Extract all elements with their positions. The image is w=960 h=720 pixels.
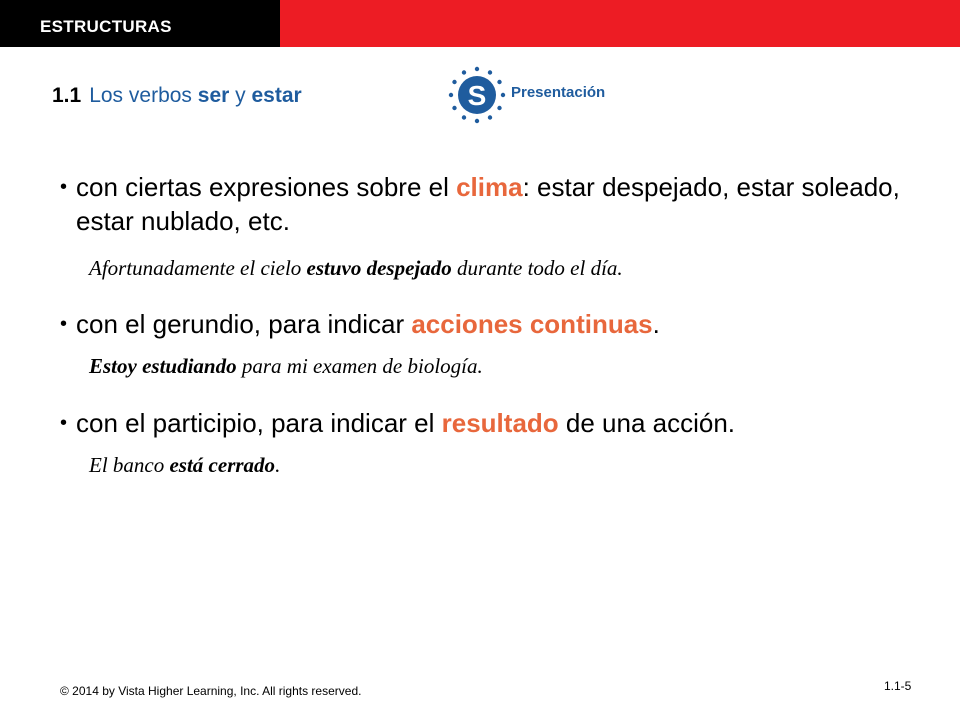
bullet-gerundio [60,307,906,341]
bullet-text [76,170,906,238]
bullet-text-before: con ciertas expresiones sobre el [76,172,457,202]
title-word-estar: estar [251,84,302,107]
example-before: Afortunadamente el cielo [89,256,307,280]
title-word-ser: ser [197,84,230,107]
logo-text: Presentación [511,84,606,101]
bullet-text [76,307,906,341]
section-number: 1.1 [52,84,82,107]
bullet-text-before: con el gerundio, para indicar [76,309,412,339]
bullet-participio [60,406,906,440]
bullet-text-before: con el participio, para indicar el [76,408,442,438]
example-after: . [275,453,281,477]
example-before: El banco [89,453,170,477]
title-prefix: Los verbos [89,84,198,107]
title-text [89,84,301,107]
bullet-highlight: clima [456,172,523,202]
section-label: ESTRUCTURAS [40,17,172,36]
logo-letter: S [467,80,487,111]
bullet-dot-icon: • [60,176,68,198]
page-number: 1.1-5 [884,679,912,693]
top-banner [0,0,960,47]
example-bold: Estoy estudiando [89,354,237,378]
bullet-text-after: : estar despejado, estar soleado, estar nublado, etc. [76,172,900,236]
bullet-dot-icon: • [60,412,68,434]
example-sentence [89,354,483,379]
bullet-highlight: acciones continuas [411,309,653,339]
bullet-highlight: resultado [441,408,559,438]
bullet-text-after: . [652,309,660,339]
example-sentence [89,256,623,281]
bullet-dot-icon: • [60,313,68,335]
example-sentence [89,453,280,478]
presentation-s-icon [448,66,506,124]
bullet-clima [60,170,906,238]
bullet-text-after: de una acción. [558,408,736,438]
banner-red-block [280,0,960,47]
example-bold: está cerrado [169,453,276,477]
example-after: durante todo el día. [451,256,623,280]
bullet-text [76,406,906,440]
example-bold: estuvo despejado [306,256,452,280]
example-after: para mi examen de biología. [236,354,483,378]
presentation-logo [448,66,638,124]
copyright-notice: © 2014 by Vista Higher Learning, Inc. All rights reserved. [60,684,362,698]
page-title [52,84,302,108]
title-mid: y [229,84,252,107]
